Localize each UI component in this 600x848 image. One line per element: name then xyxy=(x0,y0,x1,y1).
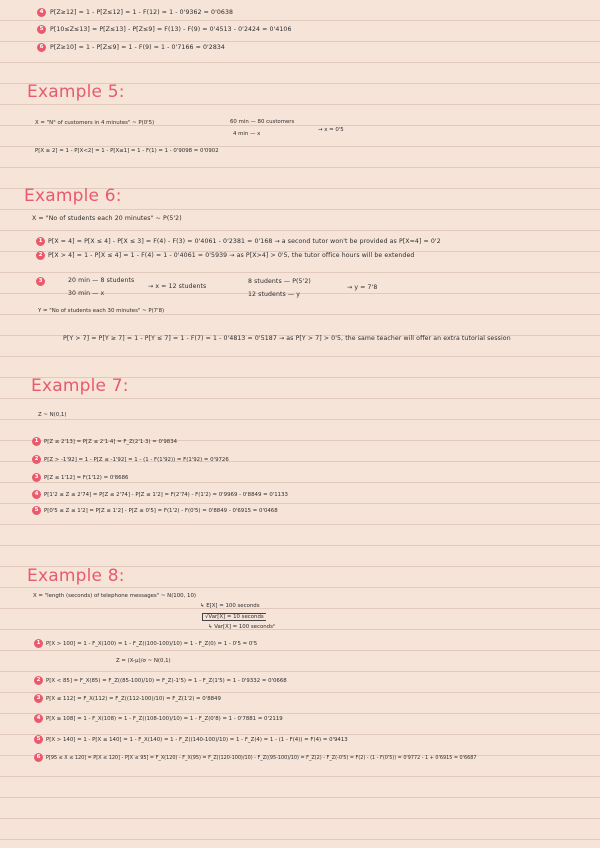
item-number-badge: 3 xyxy=(34,694,43,703)
proportion-line: 30 min — x xyxy=(68,290,105,297)
calc-line: P[X = 4] = P[X ≤ 4] - P[X ≤ 3] = F(4) - F(3) = 0'4061 - 0'2381 = 0'168 → a second tutor won't be provided as P[X=4] = 0'2 xyxy=(48,238,441,245)
proportion-result: → x = 0'5 xyxy=(318,127,344,133)
item-number-badge: 5 xyxy=(34,735,43,744)
item-number-badge: 5 xyxy=(32,506,41,515)
proportion-line: 60 min — 80 customers xyxy=(230,119,295,125)
item-number-badge: 3 xyxy=(32,473,41,482)
calc-line: P[Y > 7] = P[Y ≥ 7] = 1 - P[Y ≤ 7] = 1 - F(7) = 1 - 0'4813 = 0'5187 → as P[Y > 7] > 0'5, the same teacher will offer an extra tutorial session xyxy=(63,335,511,342)
item-number-badge: 1 xyxy=(32,437,41,446)
calc-line: P[X > 100] = 1 - F_X(100) = 1 - F_Z((100-100)/10) = 1 - F_Z(0) = 1 - 0'5 = 0'5 xyxy=(46,641,258,647)
item-number-badge: 4 xyxy=(37,8,46,17)
example-heading: Example 5: xyxy=(27,82,125,102)
variable-definition: X = "N° of customers in 4 minutes" ~ P(0'5) xyxy=(35,120,155,126)
calc-line: P[10≤Z≤13] = P[Z≤13] - P[Z≤9] = F(13) - F(9) = 0'4513 - 0'2424 = 0'4106 xyxy=(50,26,292,33)
calc-line: P[0'5 ≤ Z ≤ 1'2] = P[Z ≤ 1'2] - P[Z ≤ 0'5] = F(1'2) - F(0'5) = 0'8849 - 0'6915 = 0'0468 xyxy=(44,508,278,514)
proportion-line: 12 students — y xyxy=(248,291,300,298)
proportion-line: 4 min — x xyxy=(233,131,261,137)
calc-line: P[X > 4] = 1 - P[X ≤ 4] = 1 - F(4) = 1 - 0'4061 = 0'5939 → as P[X>4] > 0'5, the tutor office hours will be extended xyxy=(48,252,415,259)
proportion-result: → y = 7'8 xyxy=(347,284,378,291)
item-number-badge: 1 xyxy=(34,639,43,648)
variable-definition: Z ~ N(0,1) xyxy=(38,412,67,418)
example-heading: Example 8: xyxy=(27,566,125,586)
variable-definition: X = "length (seconds) of telephone messages" ~ N(100, 10) xyxy=(33,593,196,599)
item-number-badge: 4 xyxy=(32,490,41,499)
standardization-note: Z = (X-μ)/σ ~ N(0,1) xyxy=(116,658,171,664)
calc-line: P[95 ≤ X ≤ 120] = P[X ≤ 120] - P[X ≤ 95] = F_X(120) - F_X(95) = F_Z((120-100)/10) - F_Z((95-100)/10) = F_Z(2) - F_Z(-0'5) = F(2) - (1 - F(0'5)) = 0'9772 - 1 + 0'6915 = 0'6687 xyxy=(46,755,477,761)
note-line: ↳ E[X] = 100 seconds xyxy=(200,603,260,609)
item-number-badge: 2 xyxy=(36,251,45,260)
proportion-result: → x = 12 students xyxy=(148,283,207,290)
example-heading: Example 6: xyxy=(24,186,122,206)
calc-line: P[Z ≤ 2'13] = P[Z ≤ 2'1·4] = F_Z(2'1·3) = 0'9834 xyxy=(44,439,178,445)
calc-line: P[1'2 ≤ Z ≤ 2'74] = P[Z ≤ 2'74] - P[Z ≤ 1'2] = F(2'74) - F(1'2) = 0'9969 - 0'8849 = 0'1133 xyxy=(44,492,288,498)
calc-line: P[X > 140] = 1 - P[X ≤ 140] = 1 - F_X(140) = 1 - F_Z((140-100)/10) = 1 - F_Z(4) = 1 - (1 - F(4)) = F(4) = 0'9413 xyxy=(46,737,348,743)
note-line: ↳ Var[X] = 100 seconds² xyxy=(208,624,276,630)
item-number-badge: 3 xyxy=(36,277,45,286)
variable-definition: Y = "No of students each 30 minutes" ~ P(7'8) xyxy=(38,308,165,314)
calc-line: P[X < 85] = F_X(85) = F_Z((85-100)/10) = F_Z(-1'5) = 1 - F_Z(1'5) = 1 - 0'9332 = 0'0668 xyxy=(46,678,287,684)
variable-definition: X = "No of students each 20 minutes" ~ P(5'2) xyxy=(32,215,182,222)
example-heading: Example 7: xyxy=(31,376,129,396)
calc-line: P[Z≥12] = 1 - P[Z≤12] = 1 - F(12) = 1 - 0'9362 = 0'0638 xyxy=(50,9,234,16)
item-number-badge: 6 xyxy=(34,753,43,762)
item-number-badge: 6 xyxy=(37,43,46,52)
note-line: √Var[X] = 10 seconds xyxy=(202,613,266,621)
calc-line: P[X ≥ 2] = 1 - P[X<2] = 1 - P[X≤1] = 1 - F(1) = 1 - 0'9098 = 0'0902 xyxy=(35,148,219,154)
item-number-badge: 5 xyxy=(37,25,46,34)
item-number-badge: 4 xyxy=(34,714,43,723)
item-number-badge: 1 xyxy=(36,237,45,246)
calc-line: P[Z > -1'92] = 1 - P[Z ≤ -1'92] = 1 - (1 - F(1'92)) = F(1'92) = 0'9726 xyxy=(44,457,229,463)
calc-line: P[X ≥ 108] = 1 - F_X(108) = 1 - F_Z((108-100)/10) = 1 - F_Z(0'8) = 1 - 0'7881 = 0'2119 xyxy=(46,716,283,722)
proportion-line: 8 students — P(5'2) xyxy=(248,278,311,285)
calc-line: P[X ≤ 112] = F_X(112) = F_Z((112-100)/10) = F_Z(1'2) = 0'8849 xyxy=(46,696,221,702)
item-number-badge: 2 xyxy=(34,676,43,685)
item-number-badge: 2 xyxy=(32,455,41,464)
calc-line: P[Z≥10] = 1 - P[Z≤9] = 1 - F(9) = 1 - 0'7166 = 0'2834 xyxy=(50,44,225,51)
calc-line: P[Z ≤ 1'12] = F(1'12) = 0'8686 xyxy=(44,475,129,481)
proportion-line: 20 min — 8 students xyxy=(68,277,135,284)
